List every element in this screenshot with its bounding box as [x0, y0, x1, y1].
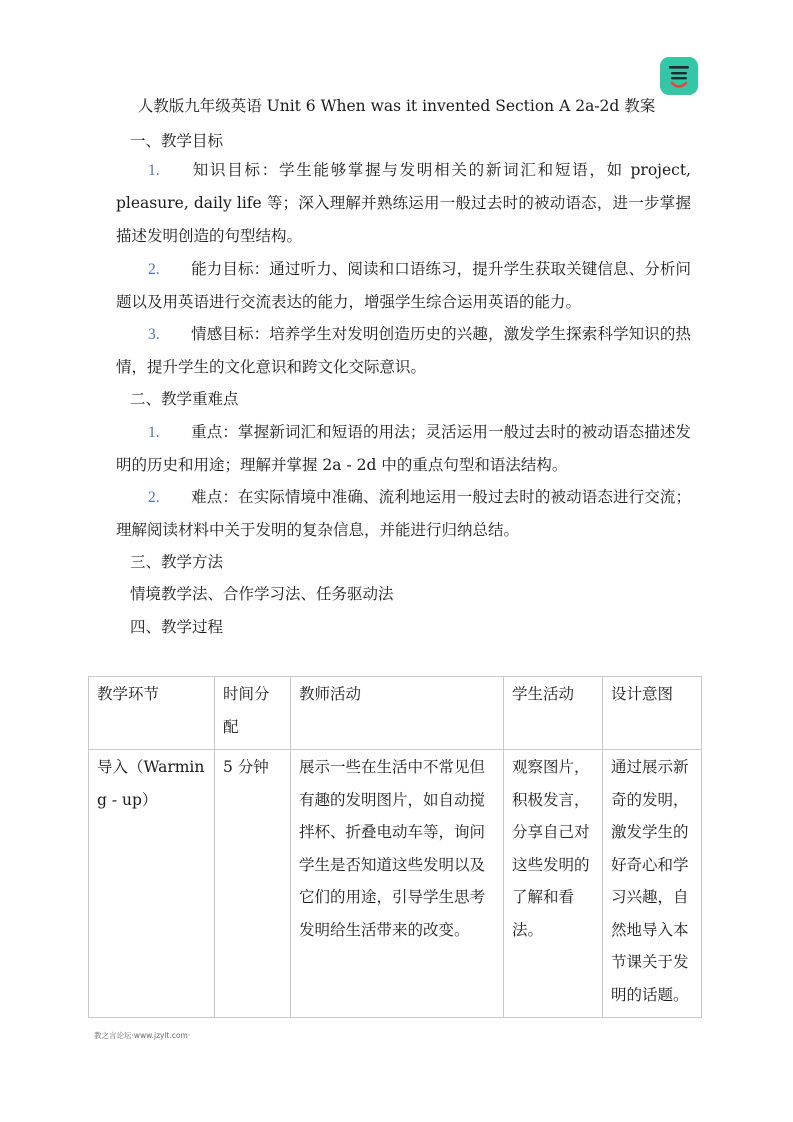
keypoint-item — [116, 481, 691, 547]
table-cell-student: 观察图片，积极发言，分享自己对这些发明的了解和看法。 — [504, 750, 603, 1018]
keypoint-number: 2. — [148, 489, 160, 506]
goal-item — [116, 154, 691, 253]
table-header-cell: 时间分配 — [215, 677, 291, 750]
table-header-cell: 设计意图 — [603, 677, 702, 750]
table-cell-stage: 导入（Warming - up） — [89, 750, 215, 1018]
section-heading-methods: 三、教学方法 — [130, 553, 224, 571]
section-heading-goals: 一、教学目标 — [130, 132, 224, 150]
table-header-cell: 教学环节 — [89, 677, 215, 750]
goal-text: 情感目标：培养学生对发明创造历史的兴趣，激发学生探索科学知识的热情，提升学生的文化意识和跨文化交际意识。 — [116, 325, 691, 376]
footer-watermark: 教之言论坛·www.jzylt.com· — [94, 1031, 191, 1040]
keypoint-number: 1. — [148, 424, 160, 441]
table-row — [89, 750, 702, 1018]
section-heading-keypoints: 二、教学重难点 — [130, 390, 239, 408]
methods-text: 情境教学法、合作学习法、任务驱动法 — [130, 585, 394, 603]
logo-icon — [660, 57, 698, 95]
table-header-cell: 教师活动 — [291, 677, 504, 750]
table-header-cell: 学生活动 — [504, 677, 603, 750]
table-cell-intent: 通过展示新奇的发明，激发学生的好奇心和学习兴趣，自然地导入本节课关于发明的话题。 — [603, 750, 702, 1018]
goal-item — [116, 253, 691, 319]
document-title: 人教版九年级英语 Unit 6 When was it invented Section A 2a-2d 教案 — [137, 97, 656, 115]
keypoint-text: 难点：在实际情境中准确、流利地运用一般过去时的被动语态进行交流；理解阅读材料中关于发明的复杂信息，并能进行归纳总结。 — [116, 488, 691, 539]
keypoint-item — [116, 416, 691, 482]
goal-number: 2. — [148, 261, 160, 278]
keypoint-text: 重点：掌握新词汇和短语的用法；灵活运用一般过去时的被动语态描述发明的历史和用途；理解并掌握 2a - 2d 中的重点句型和语法结构。 — [116, 423, 691, 474]
goal-number: 3. — [148, 326, 160, 343]
section-heading-process: 四、教学过程 — [130, 618, 224, 636]
teaching-process-table — [88, 676, 702, 1018]
table-header-row — [89, 677, 702, 750]
goal-text: 能力目标：通过听力、阅读和口语练习，提升学生获取关键信息、分析问题以及用英语进行交流表达的能力，增强学生综合运用英语的能力。 — [116, 260, 691, 311]
table-cell-time: 5 分钟 — [215, 750, 291, 1018]
goal-item — [116, 318, 691, 384]
goal-number: 1. — [148, 162, 160, 179]
goal-text: 知识目标：学生能够掌握与发明相关的新词汇和短语，如 project, pleasure, daily life 等；深入理解并熟练运用一般过去时的被动语态，进一步掌握描述发明创造的句型结构。 — [116, 161, 691, 245]
table-cell-teacher: 展示一些在生活中不常见但有趣的发明图片，如自动搅拌杯、折叠电动车等，询问学生是否知道这些发明以及它们的用途，引导学生思考发明给生活带来的改变。 — [291, 750, 504, 1018]
